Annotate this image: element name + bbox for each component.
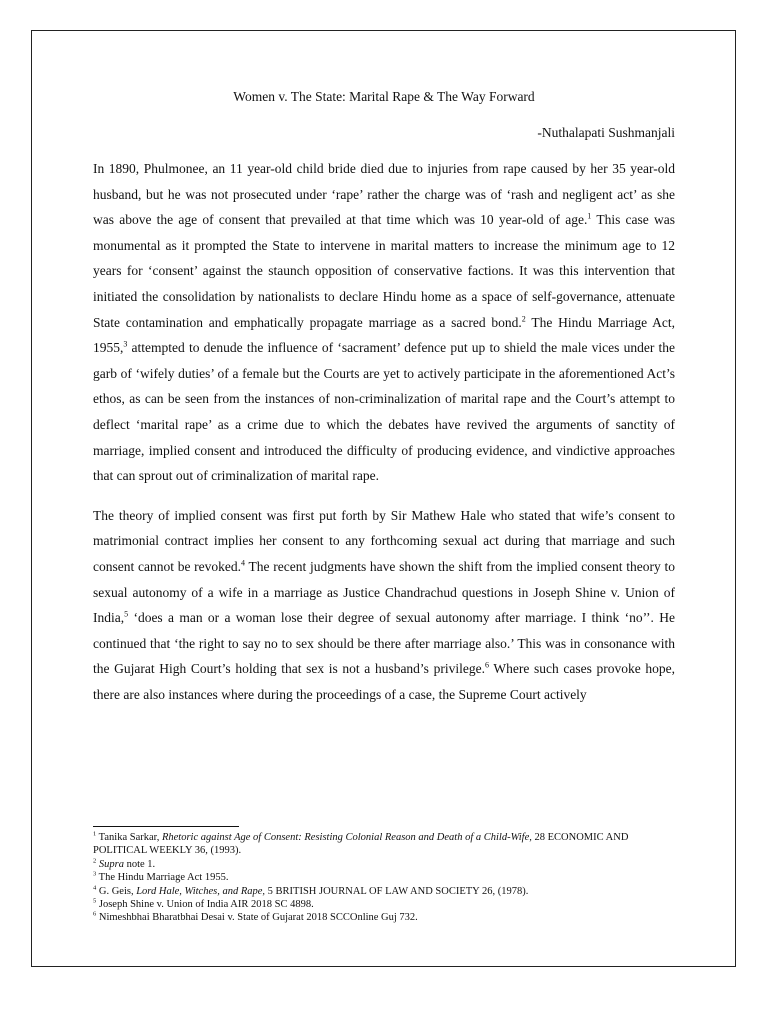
- footnote-ref: 6: [484, 660, 489, 670]
- footnote-text: Nimeshbhai Bharatbhai Desai v. State of Gujarat 2018 SCCOnline Guj 732.: [96, 912, 418, 924]
- footnote-ref: 5: [93, 897, 97, 905]
- paragraph-text: The theory of implied consent was first put forth by Sir Mathew Hale who stated that wife’s consent to matrimonial contract implies her consent to any forthcoming sexual act during that marriage and such consent cannot be revoked.: [93, 507, 675, 574]
- footnote-ref: 1: [93, 830, 97, 838]
- footnote-ref: 4: [93, 884, 97, 892]
- footnote-2: [93, 858, 675, 871]
- footnote-ref: 2: [93, 857, 97, 865]
- footnote-ref: 3: [123, 339, 128, 349]
- footnote-5: [93, 898, 675, 911]
- footnote-6: [93, 911, 675, 924]
- footnote-text: The Hindu Marriage Act 1955.: [96, 872, 229, 884]
- document-body: [93, 88, 675, 707]
- footnote-ref: 6: [93, 910, 97, 918]
- paragraph-text: Where such cases provoke hope, there are also instances where during the proceedings of a case, the Supreme Court actively: [93, 661, 676, 702]
- italic-text: Rhetoric against Age of Consent: Resisting Colonial Reason and Death of a Child-Wife,: [161, 832, 532, 843]
- footnote-text: Tanika Sarkar,: [96, 832, 162, 843]
- italic-text: Lord Hale, Witches, and Rape,: [136, 885, 266, 897]
- footnote-4: [93, 885, 675, 898]
- italic-text: Supra: [98, 858, 124, 870]
- footnote-ref: 3: [93, 870, 97, 878]
- footnote-ref: 4: [241, 558, 246, 568]
- footnote-text: note 1.: [123, 858, 156, 870]
- footnote-text: G. Geis,: [96, 885, 137, 897]
- paragraph-text: ‘does a man or a woman lose their degree of sexual autonomy after marriage. I think ‘no’’. He continued that ‘the right to say no to sex should be there after marriage also.’ This was in consonance with the Gujarat High Court’s holding that sex is not a husband’s privilege.: [93, 610, 675, 677]
- document-title: Women v. The State: Marital Rape & The Way Forward: [233, 89, 535, 104]
- paragraph-text: The recent judgments have shown the shift from the implied consent theory to sexual autonomy of a wife in a marriage as Justice Chandrachud questions in Joseph Shine v. Union of India,: [93, 558, 675, 626]
- footnote-ref: 2: [521, 314, 526, 324]
- footnote-text: 5 BRITISH JOURNAL OF LAW AND SOCIETY 26, (1978).: [265, 885, 529, 897]
- paragraph-text: attempted to denude the influence of ‘sacrament’ defence put up to shield the male vices under the garb of ‘wifely duties’ of a female but the Courts are yet to actively participate in the aforementioned Act’s ethos, as can be seen from the instances of non-criminalization of marital rape and the Court’s attempt to deflect ‘marital rape’ as a crime due to which the debates have revived the arguments of sanctity of marriage, implied consent and introduced the difficulty of producing evidence, and vindictive approaches that can sprout out of criminalization of marital rape.: [93, 340, 675, 484]
- footnote-3: [93, 871, 675, 884]
- footnote-text: 28 ECONOMIC AND POLITICAL WEEKLY 36, (1993).: [93, 832, 629, 857]
- paragraph-text: This case was monumental as it prompted the State to intervene in marital matters to increase the minimum age to 12 years for ‘consent’ against the staunch opposition of conservative factions. It was this intervention that initiated the consolidation by nationalists to declare Hindu home as a space of self-governance, attenuate State contamination and emphatically propagate marriage as a sacred bond.: [93, 212, 676, 330]
- paragraph-2: [93, 503, 675, 708]
- footnote-text: Joseph Shine v. Union of India AIR 2018 SC 4898.: [96, 899, 314, 911]
- footnote-ref: 5: [124, 609, 129, 619]
- footnotes-section: [93, 826, 675, 925]
- paragraph-text: In 1890, Phulmonee, an 11 year-old child bride died due to injuries from rape caused by her 35 year-old husband, but he was not prosecuted under ‘rape’ rather the charge was of ‘rash and negligent act’ as she was above the age of consent that prevailed at that time which was 10 year-old of age.: [93, 161, 675, 228]
- footnote-separator: [93, 826, 239, 827]
- footnote-1: [93, 831, 675, 858]
- author-line: -Nuthalapati Sushmanjali: [537, 125, 675, 140]
- paragraph-text: The Hindu Marriage Act, 1955,: [93, 314, 676, 356]
- footnote-list: [93, 831, 675, 925]
- footnote-ref: 1: [587, 211, 592, 221]
- paragraph-1: [93, 156, 675, 489]
